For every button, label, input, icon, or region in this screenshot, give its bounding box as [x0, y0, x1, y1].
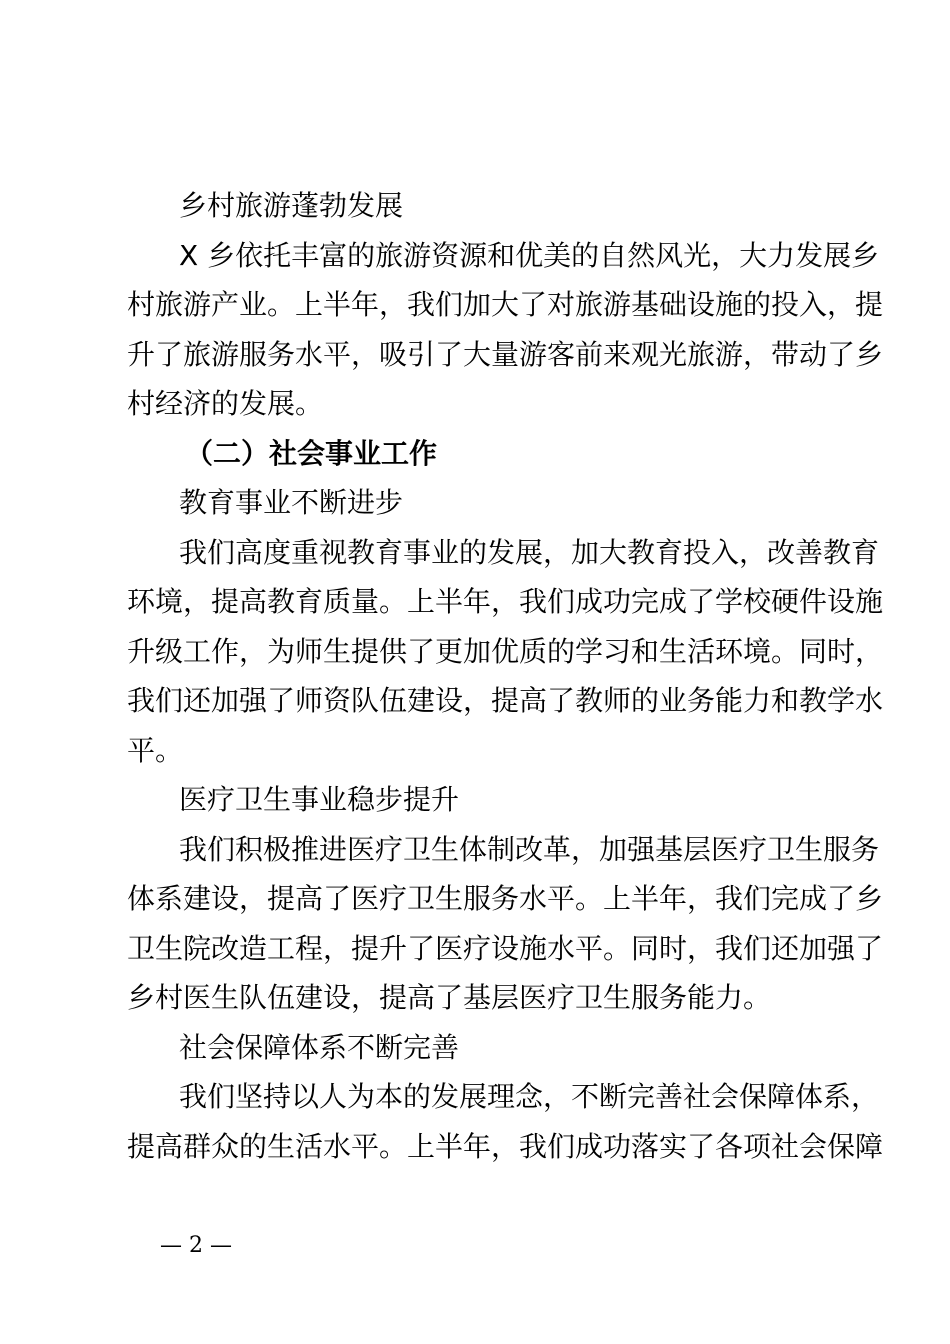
document-body	[127, 181, 884, 1171]
section-heading-social-affairs: （二）社会事业工作	[185, 436, 438, 470]
paragraph-line: 村旅游产业。上半年，我们加大了对旅游基础设施的投入，提	[127, 288, 884, 321]
paragraph-line: 我们高度重视教育事业的发展，加大教育投入，改善教育	[179, 535, 880, 569]
paragraph-line: 卫生院改造工程，提升了医疗设施水平。同时，我们还加强了	[127, 931, 884, 965]
paragraph-line: 平。	[127, 733, 184, 767]
page-number: — 2 —	[160, 1233, 232, 1258]
subheading-social-security: 社会保障体系不断完善	[179, 1030, 460, 1064]
paragraph-line: X 乡依托丰富的旅游资源和优美的自然风光，大力发展乡	[179, 238, 880, 272]
paragraph-line: 环境，提高教育质量。上半年，我们成功完成了学校硬件设施	[127, 585, 884, 618]
paragraph-line: 升了旅游服务水平，吸引了大量游客前来观光旅游，带动了乡	[127, 337, 884, 371]
paragraph-line: 村经济的发展。	[127, 387, 324, 420]
paragraph-line: 提高群众的生活水平。上半年，我们成功落实了各项社会保障	[127, 1129, 884, 1163]
paragraph-line: 升级工作，为师生提供了更加优质的学习和生活环境。同时，	[127, 634, 884, 668]
paragraph-line: 我们坚持以人为本的发展理念，不断完善社会保障体系，	[179, 1080, 880, 1113]
paragraph-line: 我们还加强了师资队伍建设，提高了教师的业务能力和教学水	[127, 684, 884, 717]
paragraph-line: 我们积极推进医疗卫生体制改革，加强基层医疗卫生服务	[179, 832, 880, 866]
paragraph-line: 体系建设，提高了医疗卫生服务水平。上半年，我们完成了乡	[127, 882, 884, 915]
subheading-healthcare: 医疗卫生事业稳步提升	[179, 783, 460, 816]
subheading-education: 教育事业不断进步	[179, 486, 404, 519]
subheading-rural-tourism: 乡村旅游蓬勃发展	[179, 189, 404, 222]
paragraph-line: 乡村医生队伍建设，提高了基层医疗卫生服务能力。	[127, 981, 772, 1014]
